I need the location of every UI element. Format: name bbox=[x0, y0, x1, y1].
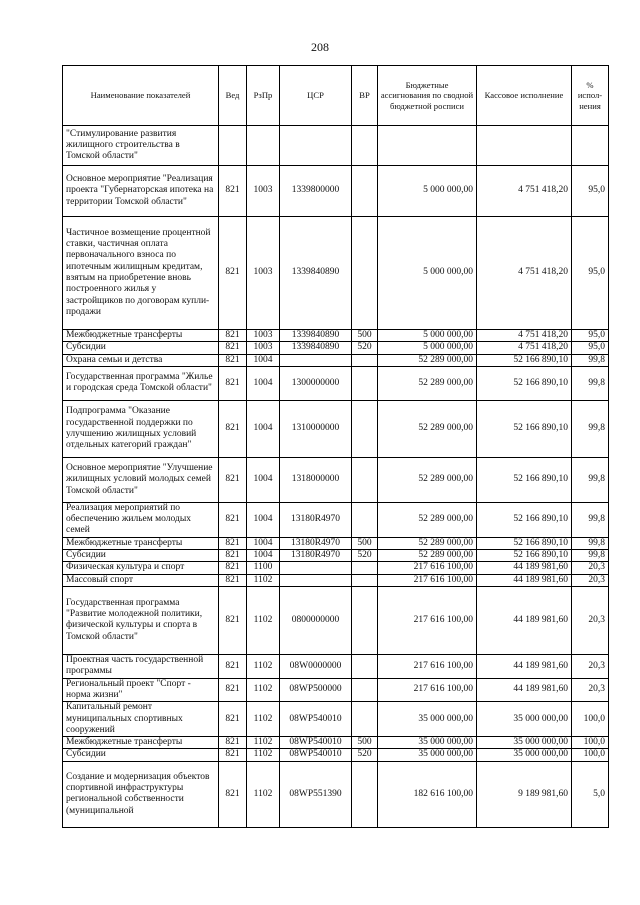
cell-ved: 821 bbox=[219, 217, 247, 330]
header-rzpr: РзПр bbox=[247, 66, 280, 126]
cell-csr: 13180R4970 bbox=[280, 550, 352, 562]
cell-vr bbox=[352, 654, 378, 678]
cell-pct: 95,0 bbox=[572, 342, 609, 354]
cell-pct: 99,8 bbox=[572, 354, 609, 366]
cell-budget bbox=[378, 126, 477, 166]
cell-vr bbox=[352, 126, 378, 166]
cell-name: Региональный проект "Спорт - норма жизни" bbox=[63, 678, 219, 702]
table-row bbox=[63, 457, 609, 502]
cell-pct: 20,3 bbox=[572, 586, 609, 654]
table-row bbox=[63, 678, 609, 702]
cell-cash: 4 751 418,20 bbox=[477, 342, 572, 354]
cell-ved: 821 bbox=[219, 166, 247, 217]
cell-cash: 52 166 890,10 bbox=[477, 502, 572, 537]
cell-vr bbox=[352, 217, 378, 330]
cell-cash: 44 189 981,60 bbox=[477, 586, 572, 654]
cell-csr: 08WP551390 bbox=[280, 761, 352, 827]
cell-csr: 13180R4970 bbox=[280, 537, 352, 549]
cell-budget: 35 000 000,00 bbox=[378, 749, 477, 761]
table-row bbox=[63, 562, 609, 574]
table-row bbox=[63, 749, 609, 761]
cell-budget: 52 289 000,00 bbox=[378, 502, 477, 537]
cell-rzpr: 1102 bbox=[247, 574, 280, 586]
cell-budget: 52 289 000,00 bbox=[378, 537, 477, 549]
cell-rzpr bbox=[247, 126, 280, 166]
cell-budget: 52 289 000,00 bbox=[378, 354, 477, 366]
cell-name: Проектная часть государственной программы bbox=[63, 654, 219, 678]
table-row bbox=[63, 166, 609, 217]
cell-budget: 35 000 000,00 bbox=[378, 737, 477, 749]
cell-pct: 100,0 bbox=[572, 737, 609, 749]
cell-budget: 5 000 000,00 bbox=[378, 166, 477, 217]
cell-rzpr: 1004 bbox=[247, 354, 280, 366]
cell-name: Физическая культура и спорт bbox=[63, 562, 219, 574]
cell-ved: 821 bbox=[219, 342, 247, 354]
cell-budget: 52 289 000,00 bbox=[378, 550, 477, 562]
table-row bbox=[63, 654, 609, 678]
cell-pct: 20,3 bbox=[572, 654, 609, 678]
cell-ved: 821 bbox=[219, 550, 247, 562]
cell-cash: 44 189 981,60 bbox=[477, 574, 572, 586]
table-row bbox=[63, 126, 609, 166]
cell-cash: 52 166 890,10 bbox=[477, 400, 572, 457]
cell-budget: 52 289 000,00 bbox=[378, 457, 477, 502]
cell-csr: 1310000000 bbox=[280, 400, 352, 457]
table-row bbox=[63, 761, 609, 827]
header-name: Наименование показателей bbox=[63, 66, 219, 126]
cell-cash: 9 189 981,60 bbox=[477, 761, 572, 827]
cell-csr: 08W0000000 bbox=[280, 654, 352, 678]
cell-budget: 217 616 100,00 bbox=[378, 678, 477, 702]
cell-pct: 95,0 bbox=[572, 166, 609, 217]
cell-ved: 821 bbox=[219, 749, 247, 761]
cell-name: Массовый спорт bbox=[63, 574, 219, 586]
cell-pct: 100,0 bbox=[572, 749, 609, 761]
table-row bbox=[63, 574, 609, 586]
cell-vr bbox=[352, 166, 378, 217]
cell-ved: 821 bbox=[219, 761, 247, 827]
cell-rzpr: 1102 bbox=[247, 654, 280, 678]
cell-cash: 35 000 000,00 bbox=[477, 702, 572, 737]
cell-name: Создание и модернизация объектов спортивной инфраструктуры региональной собственности (муниципальной bbox=[63, 761, 219, 827]
cell-cash: 35 000 000,00 bbox=[477, 749, 572, 761]
cell-csr: 0800000000 bbox=[280, 586, 352, 654]
cell-csr: 08WP540010 bbox=[280, 749, 352, 761]
cell-csr bbox=[280, 562, 352, 574]
cell-pct: 99,8 bbox=[572, 537, 609, 549]
cell-budget: 217 616 100,00 bbox=[378, 586, 477, 654]
cell-ved: 821 bbox=[219, 330, 247, 342]
cell-vr: 500 bbox=[352, 737, 378, 749]
cell-rzpr: 1102 bbox=[247, 749, 280, 761]
cell-rzpr: 1004 bbox=[247, 537, 280, 549]
cell-csr bbox=[280, 354, 352, 366]
cell-budget: 217 616 100,00 bbox=[378, 574, 477, 586]
cell-rzpr: 1004 bbox=[247, 400, 280, 457]
cell-vr bbox=[352, 761, 378, 827]
cell-name: Государственная программа "Жилье и городская среда Томской области" bbox=[63, 366, 219, 400]
header-pct: % испол-нения bbox=[572, 66, 609, 126]
cell-vr: 500 bbox=[352, 330, 378, 342]
cell-ved: 821 bbox=[219, 400, 247, 457]
cell-cash: 52 166 890,10 bbox=[477, 354, 572, 366]
cell-rzpr: 1004 bbox=[247, 457, 280, 502]
cell-budget: 52 289 000,00 bbox=[378, 400, 477, 457]
table-row bbox=[63, 366, 609, 400]
cell-ved: 821 bbox=[219, 502, 247, 537]
cell-cash: 44 189 981,60 bbox=[477, 562, 572, 574]
cell-cash: 4 751 418,20 bbox=[477, 166, 572, 217]
cell-vr bbox=[352, 574, 378, 586]
cell-rzpr: 1003 bbox=[247, 342, 280, 354]
table-row bbox=[63, 502, 609, 537]
cell-csr: 13180R4970 bbox=[280, 502, 352, 537]
table-row bbox=[63, 330, 609, 342]
cell-vr: 500 bbox=[352, 537, 378, 549]
cell-name: Основное мероприятие "Улучшение жилищных условий молодых семей Томской области" bbox=[63, 457, 219, 502]
cell-ved: 821 bbox=[219, 562, 247, 574]
cell-rzpr: 1102 bbox=[247, 586, 280, 654]
cell-vr bbox=[352, 400, 378, 457]
cell-ved bbox=[219, 126, 247, 166]
cell-pct: 20,3 bbox=[572, 574, 609, 586]
cell-name: Реализация мероприятий по обеспечению жильем молодых семей bbox=[63, 502, 219, 537]
table-row bbox=[63, 217, 609, 330]
cell-budget: 5 000 000,00 bbox=[378, 217, 477, 330]
cell-pct: 95,0 bbox=[572, 330, 609, 342]
table-row bbox=[63, 537, 609, 549]
cell-cash: 52 166 890,10 bbox=[477, 457, 572, 502]
cell-budget: 217 616 100,00 bbox=[378, 654, 477, 678]
cell-budget: 35 000 000,00 bbox=[378, 702, 477, 737]
table-row bbox=[63, 737, 609, 749]
cell-vr bbox=[352, 678, 378, 702]
cell-name: Частичное возмещение процентной ставки, частичная оплата первоначального взноса по ипотечным жилищным кредитам, взятым на приобретение вновь построенного жилья у застройщиков по договорам купли-продажи bbox=[63, 217, 219, 330]
cell-csr bbox=[280, 126, 352, 166]
cell-ved: 821 bbox=[219, 574, 247, 586]
table-row bbox=[63, 550, 609, 562]
cell-name: Капитальный ремонт муниципальных спортивных сооружений bbox=[63, 702, 219, 737]
cell-vr bbox=[352, 366, 378, 400]
cell-csr: 08WP540010 bbox=[280, 702, 352, 737]
cell-rzpr: 1102 bbox=[247, 702, 280, 737]
cell-pct: 100,0 bbox=[572, 702, 609, 737]
cell-pct: 95,0 bbox=[572, 217, 609, 330]
cell-csr: 1339840890 bbox=[280, 217, 352, 330]
header-cash: Кассовое исполнение bbox=[477, 66, 572, 126]
cell-pct: 99,8 bbox=[572, 502, 609, 537]
cell-cash: 4 751 418,20 bbox=[477, 330, 572, 342]
page-number: 208 bbox=[311, 40, 329, 54]
cell-vr: 520 bbox=[352, 749, 378, 761]
cell-cash: 35 000 000,00 bbox=[477, 737, 572, 749]
cell-ved: 821 bbox=[219, 457, 247, 502]
cell-ved: 821 bbox=[219, 654, 247, 678]
cell-budget: 52 289 000,00 bbox=[378, 366, 477, 400]
cell-csr bbox=[280, 574, 352, 586]
cell-name: Межбюджетные трансферты bbox=[63, 737, 219, 749]
cell-rzpr: 1102 bbox=[247, 761, 280, 827]
cell-cash: 52 166 890,10 bbox=[477, 550, 572, 562]
cell-vr bbox=[352, 586, 378, 654]
cell-budget: 217 616 100,00 bbox=[378, 562, 477, 574]
cell-name: Основное мероприятие "Реализация проекта "Губернаторская ипотека на территории Томской области" bbox=[63, 166, 219, 217]
cell-pct: 5,0 bbox=[572, 761, 609, 827]
cell-name: Субсидии bbox=[63, 749, 219, 761]
cell-csr: 08WP500000 bbox=[280, 678, 352, 702]
cell-vr bbox=[352, 457, 378, 502]
cell-name: Охрана семьи и детства bbox=[63, 354, 219, 366]
cell-cash: 52 166 890,10 bbox=[477, 366, 572, 400]
header-vr: ВР bbox=[352, 66, 378, 126]
cell-ved: 821 bbox=[219, 354, 247, 366]
cell-rzpr: 1004 bbox=[247, 366, 280, 400]
cell-cash: 44 189 981,60 bbox=[477, 678, 572, 702]
table-row bbox=[63, 342, 609, 354]
cell-csr: 1300000000 bbox=[280, 366, 352, 400]
cell-budget: 5 000 000,00 bbox=[378, 342, 477, 354]
cell-vr bbox=[352, 702, 378, 737]
header-budget: Бюджетные ассигнования по сводной бюджетной росписи bbox=[378, 66, 477, 126]
cell-csr: 1339840890 bbox=[280, 330, 352, 342]
cell-name: "Стимулирование развития жилищного строительства в Томской области" bbox=[63, 126, 219, 166]
cell-csr: 08WP540010 bbox=[280, 737, 352, 749]
cell-csr: 1339800000 bbox=[280, 166, 352, 217]
table-row bbox=[63, 702, 609, 737]
cell-ved: 821 bbox=[219, 737, 247, 749]
cell-pct: 99,8 bbox=[572, 366, 609, 400]
cell-rzpr: 1004 bbox=[247, 502, 280, 537]
cell-csr: 1318000000 bbox=[280, 457, 352, 502]
cell-ved: 821 bbox=[219, 678, 247, 702]
table-row bbox=[63, 354, 609, 366]
cell-name: Государственная программа "Развитие молодежной политики, физической культуры и спорта в Томской области" bbox=[63, 586, 219, 654]
cell-name: Субсидии bbox=[63, 550, 219, 562]
cell-pct: 99,8 bbox=[572, 457, 609, 502]
cell-name: Межбюджетные трансферты bbox=[63, 537, 219, 549]
cell-vr bbox=[352, 502, 378, 537]
cell-rzpr: 1003 bbox=[247, 330, 280, 342]
cell-cash: 44 189 981,60 bbox=[477, 654, 572, 678]
cell-cash: 52 166 890,10 bbox=[477, 537, 572, 549]
cell-rzpr: 1003 bbox=[247, 166, 280, 217]
cell-vr bbox=[352, 562, 378, 574]
budget-table bbox=[62, 65, 609, 828]
cell-ved: 821 bbox=[219, 586, 247, 654]
cell-vr bbox=[352, 354, 378, 366]
cell-name: Подпрограмма "Оказание государственной поддержки по улучшению жилищных условий отдельных категорий граждан" bbox=[63, 400, 219, 457]
header-csr: ЦСР bbox=[280, 66, 352, 126]
cell-vr: 520 bbox=[352, 342, 378, 354]
cell-csr: 1339840890 bbox=[280, 342, 352, 354]
cell-cash bbox=[477, 126, 572, 166]
cell-pct: 99,8 bbox=[572, 550, 609, 562]
cell-rzpr: 1102 bbox=[247, 678, 280, 702]
cell-ved: 821 bbox=[219, 537, 247, 549]
cell-pct: 20,3 bbox=[572, 562, 609, 574]
cell-pct bbox=[572, 126, 609, 166]
cell-pct: 20,3 bbox=[572, 678, 609, 702]
cell-pct: 99,8 bbox=[572, 400, 609, 457]
cell-vr: 520 bbox=[352, 550, 378, 562]
cell-name: Субсидии bbox=[63, 342, 219, 354]
cell-rzpr: 1102 bbox=[247, 737, 280, 749]
cell-rzpr: 1100 bbox=[247, 562, 280, 574]
cell-rzpr: 1003 bbox=[247, 217, 280, 330]
table-row bbox=[63, 586, 609, 654]
cell-budget: 182 616 100,00 bbox=[378, 761, 477, 827]
cell-cash: 4 751 418,20 bbox=[477, 217, 572, 330]
cell-rzpr: 1004 bbox=[247, 550, 280, 562]
cell-ved: 821 bbox=[219, 702, 247, 737]
cell-ved: 821 bbox=[219, 366, 247, 400]
cell-name: Межбюджетные трансферты bbox=[63, 330, 219, 342]
cell-budget: 5 000 000,00 bbox=[378, 330, 477, 342]
header-ved: Вед bbox=[219, 66, 247, 126]
table-row bbox=[63, 400, 609, 457]
